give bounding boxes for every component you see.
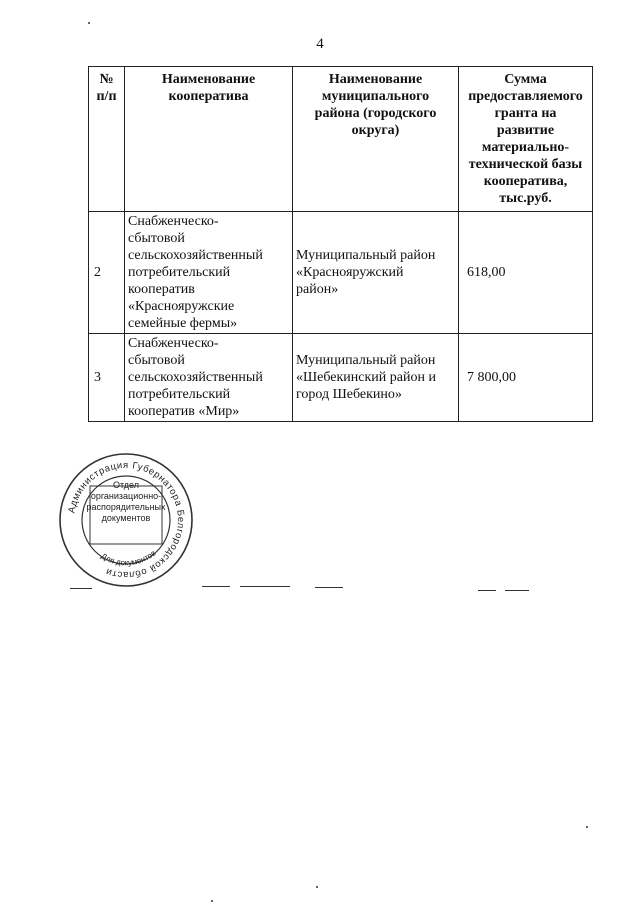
table-header-row bbox=[89, 67, 593, 212]
row-cooperative: Снабженческо- сбытовой сельскохозяйственный потребительский кооператив «Мир» bbox=[125, 334, 293, 422]
scan-artifact-dot bbox=[586, 826, 588, 828]
row-number: 2 bbox=[89, 212, 125, 334]
row-grant-sum: 618,00 bbox=[459, 212, 593, 334]
row-district: Муниципальный район «Шебекинский район и город Шебекино» bbox=[293, 334, 459, 422]
scan-artifact-line bbox=[70, 588, 92, 589]
stamp-ring-text: Администрация Губернатора Белгородской области bbox=[66, 459, 187, 581]
scan-artifact-dot bbox=[88, 22, 90, 24]
header-cooperative: Наименование кооператива bbox=[125, 67, 293, 212]
scan-artifact-dot bbox=[316, 886, 318, 888]
scan-artifact-line bbox=[202, 586, 230, 587]
official-stamp bbox=[56, 450, 196, 590]
header-number: № п/п bbox=[89, 67, 125, 212]
header-grant-sum: Сумма предоставляемого гранта на развитие материально- технической базы кооператива, тыс.руб. bbox=[459, 67, 593, 212]
scan-artifact-dot bbox=[211, 900, 213, 902]
row-number: 3 bbox=[89, 334, 125, 422]
header-district: Наименование муниципального района (городского округа) bbox=[293, 67, 459, 212]
scan-artifact-line bbox=[240, 586, 290, 587]
page-number: 4 bbox=[316, 36, 324, 52]
stamp-bottom-text: Для документов bbox=[99, 548, 158, 568]
grants-table bbox=[88, 66, 593, 422]
row-grant-sum: 7 800,00 bbox=[459, 334, 593, 422]
table-row bbox=[89, 212, 593, 334]
scan-artifact-line bbox=[315, 587, 343, 588]
stamp-center-text: Отдел организационно- распорядительных документов bbox=[86, 480, 166, 523]
scan-artifact-line bbox=[478, 590, 496, 591]
table-row bbox=[89, 334, 593, 422]
row-district: Муниципальный район «Краснояружский район» bbox=[293, 212, 459, 334]
scan-artifact-line bbox=[505, 590, 529, 591]
row-cooperative: Снабженческо- сбытовой сельскохозяйственный потребительский кооператив «Краснояружские семейные фермы» bbox=[125, 212, 293, 334]
